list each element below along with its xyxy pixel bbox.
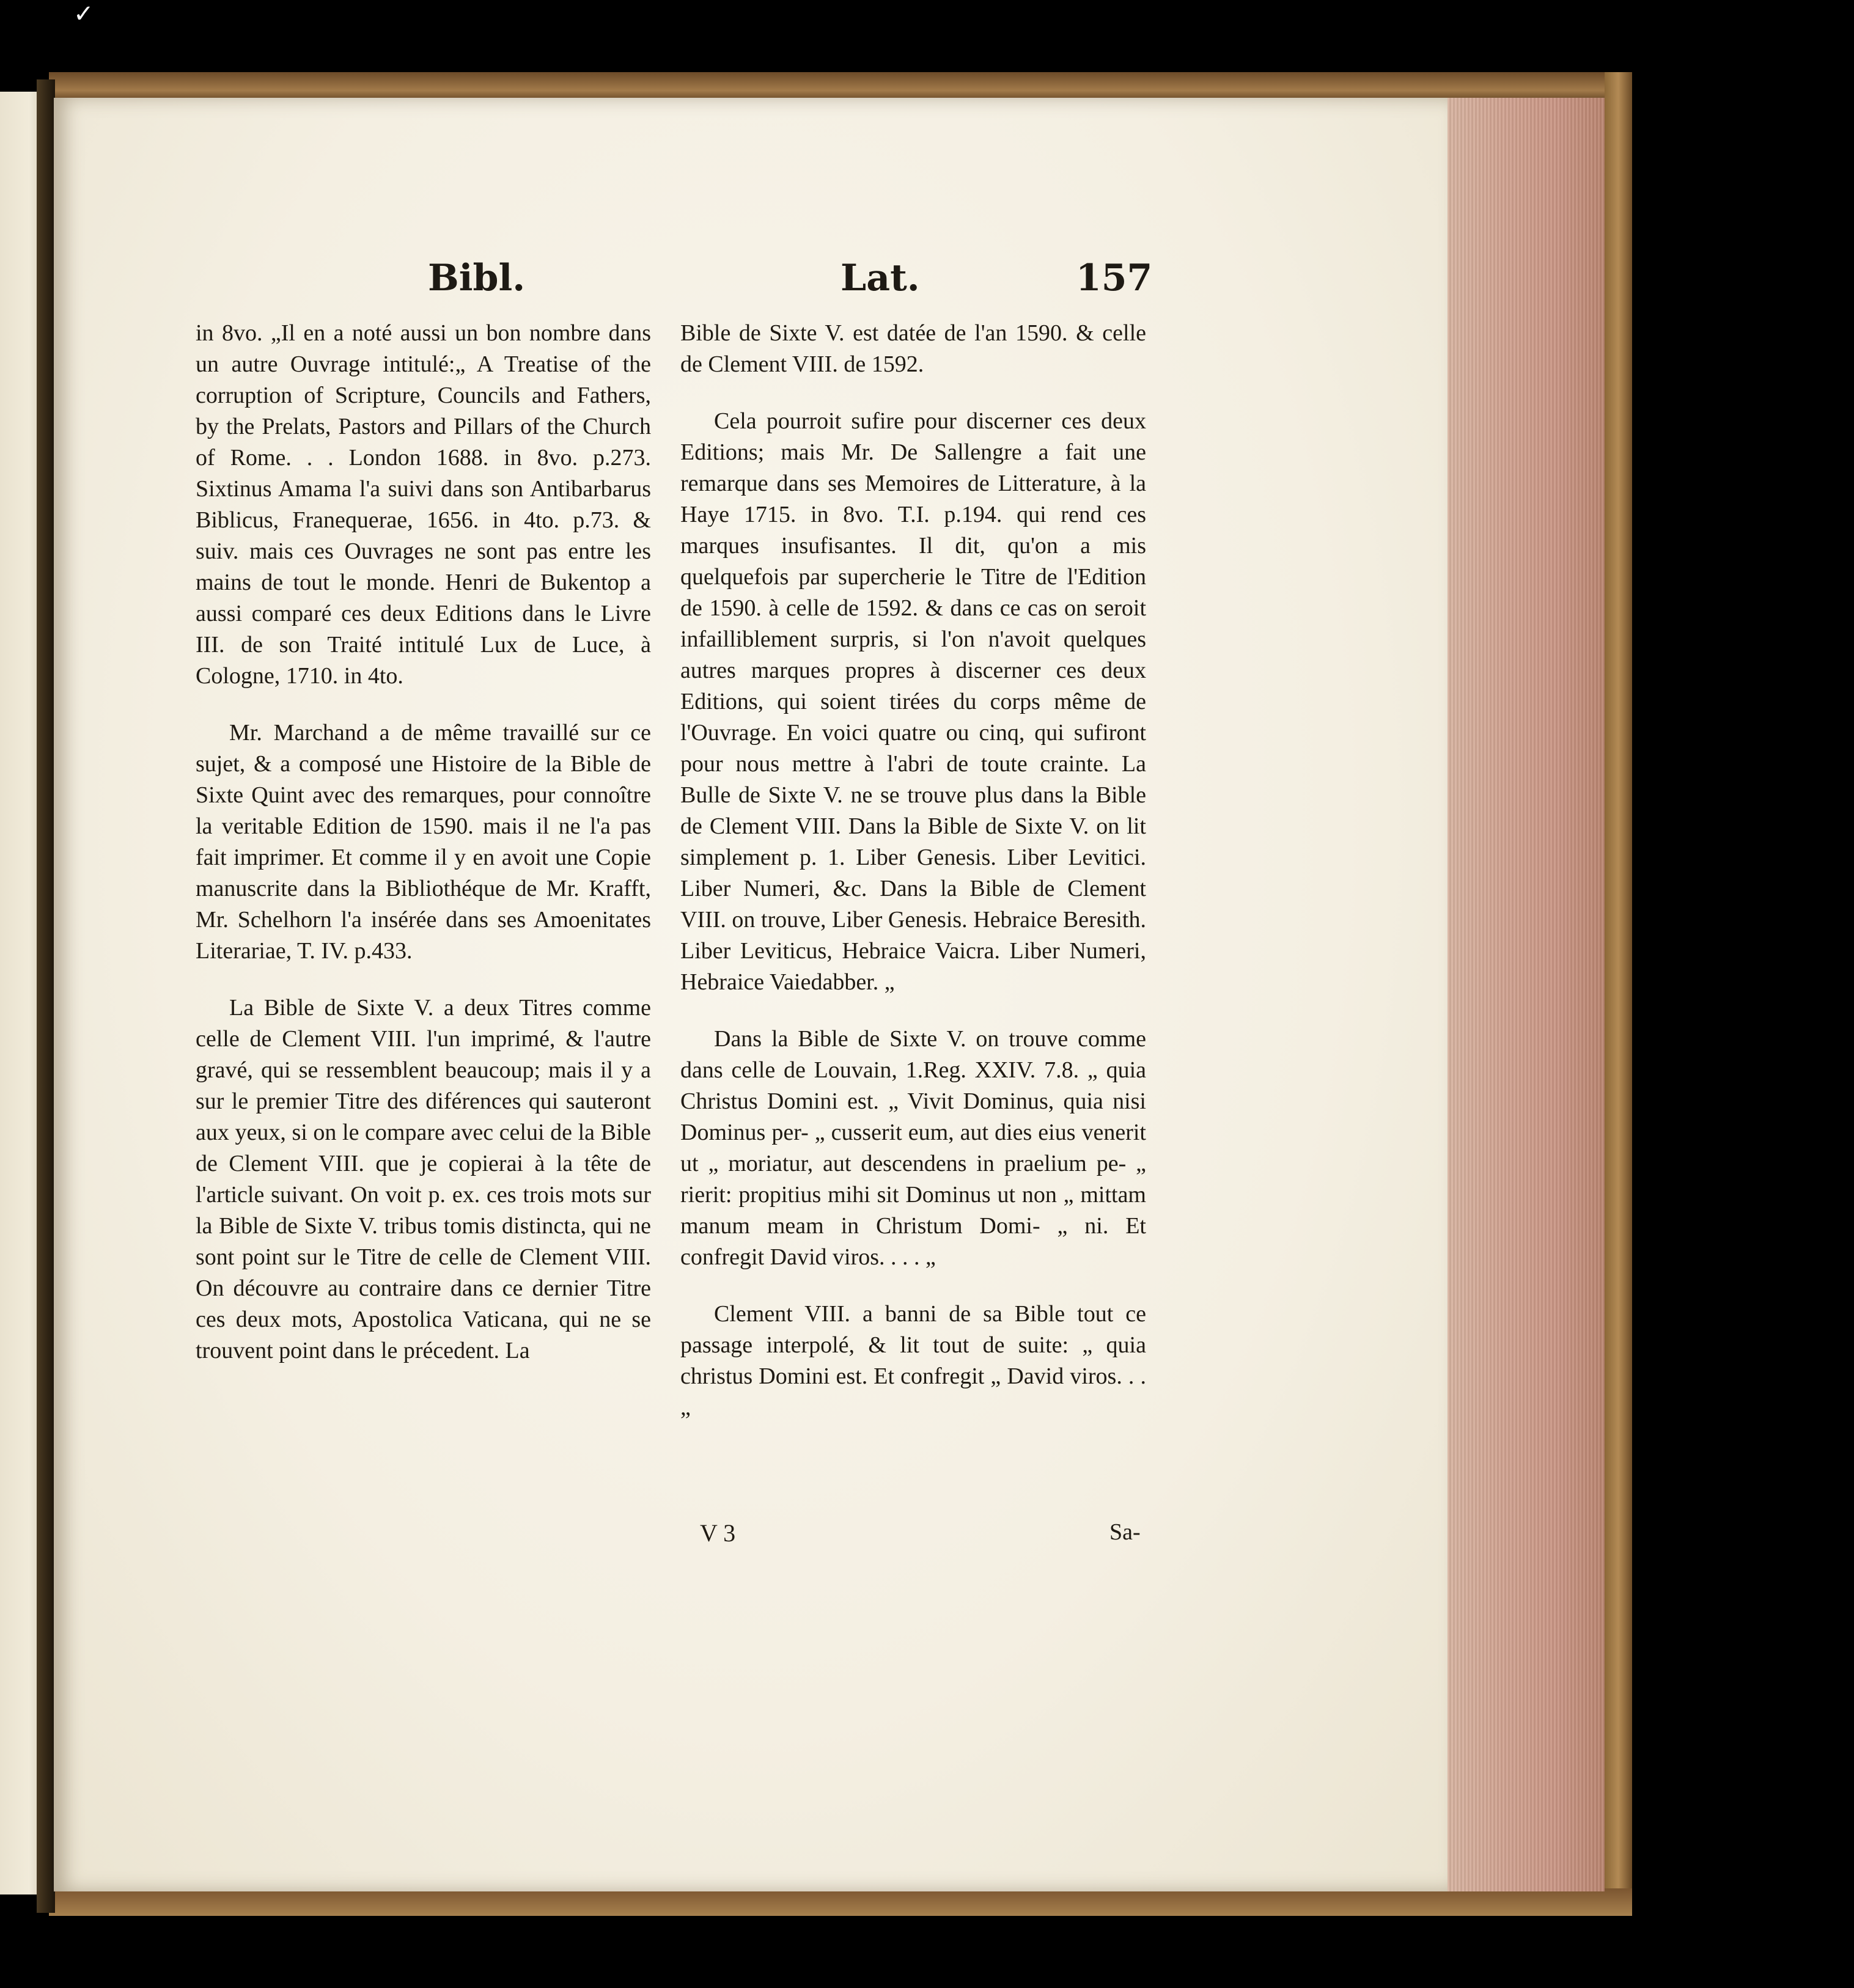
- running-head-left: Bibl.: [428, 257, 526, 299]
- paragraph: in 8vo. „Il en a noté aussi un bon nombre dans un autre Ouvrage intitulé:„ A Treatise of the corruption of Scripture, Councils and Fathers, by the Prelats, Pastors and Pillars of the Church of Rome. . . London 1688. in 8vo. p.273. Sixtinus Amama l'a suivi dans son Antibarbarus Biblicus, Franequerae, 1656. in 4to. p.73. & suiv. mais ces Ouvrages ne sont pas entre les mains de tout le monde. Henri de Bukentop a aussi comparé ces deux Editions dans le Livre III. de son Traité intitulé Lux de Luce, à Cologne, 1710. in 4to.: [196, 320, 651, 689]
- paragraph: Bible de Sixte V. est datée de l'an 1590. & celle de Clement VIII. de 1592.: [680, 320, 1146, 377]
- running-head-center: Lat.: [841, 257, 920, 299]
- corner-check-icon: ✓: [73, 0, 94, 28]
- catchword: Sa-: [1109, 1519, 1141, 1545]
- signature-mark: V 3: [700, 1519, 736, 1547]
- page-fore-edge: [1448, 98, 1605, 1891]
- paragraph: Clement VIII. a banni de sa Bible tout ce passage interpolé, & lit tout de suite: „ quia christus Domini est. Et confregit „ David viros. . . „: [680, 1301, 1146, 1420]
- paragraph: La Bible de Sixte V. a deux Titres comme celle de Clement VIII. l'un imprimé, & l'autre gravé, qui se ressemblent beaucoup; mais il y a sur le premier Titre des diférences qui sauteront aux yeux, si on le compare avec celui de la Bible de Clement VIII. que je copierai à la tête de l'article suivant. On voit p. ex. ces trois mots sur la Bible de Sixte V. tribus tomis distincta, qui ne sont point sur le Titre de celle de Clement VIII. On découvre au contraire dans ce dernier Titre ces deux mots, Apostolica Vaticana, qui ne se trouvent point dans le précedent. La: [196, 995, 651, 1363]
- page-number: 157: [1076, 257, 1153, 299]
- spine-gutter: [37, 79, 55, 1913]
- left-text-column: [196, 318, 651, 1392]
- paragraph: Cela pourroit sufire pour discerner ces deux Editions; mais Mr. De Sallengre a fait une remarque dans ses Memoires de Litterature, à la Haye 1715. in 8vo. T.I. p.194. qui rend ces marques insufisantes. Il dit, qu'on a mis quelquefois par supercherie le Titre de l'Edition de 1590. à celle de 1592. & dans ce cas on seroit infailliblement surpris, si l'on n'avoit quelques autres marques propres à discerner ces deux Editions, qui soient tirées du corps même de l'Ouvrage. En voici quatre ou cinq, qui sufiront pour nous mettre à l'abri de toute crainte. La Bulle de Sixte V. ne se trouve plus dans la Bible de Clement VIII. Dans la Bible de Sixte V. on lit simplement p. 1. Liber Genesis. Liber Levitici. Liber Numeri, &c. Dans la Bible de Clement VIII. on trouve, Liber Genesis. Hebraice Beresith. Liber Leviticus, Hebraice Vaicra. Liber Numeri, Hebraice Vaiedabber. „: [680, 408, 1146, 995]
- paragraph: Mr. Marchand a de même travaillé sur ce sujet, & a composé une Histoire de la Bible de Sixte Quint avec des remarques, pour connoître la veritable Edition de 1590. mais il ne l'a pas fait imprimer. Et comme il y en avoit une Copie manuscrite dans la Bibliothéque de Mr. Krafft, Mr. Schelhorn l'a insérée dans ses Amoenitates Literariae, T. IV. p.433.: [196, 720, 651, 964]
- book-cover-bottom: [49, 1888, 1632, 1916]
- book-cover-right: [1605, 72, 1632, 1915]
- paragraph: Dans la Bible de Sixte V. on trouve comme dans celle de Louvain, 1.Reg. XXIV. 7.8. „ quia Christus Domini est. „ Vivit Dominus, quia nisi Dominus per- „ cusserit eum, aut dies eius venerit ut „ moriatur, aut descendens in praelium pe- „ rierit: propitius mihi sit Dominus ut non „ mittam manum meam in Christum Domi- „ ni. Et confregit David viros. . . . „: [680, 1026, 1146, 1270]
- right-text-column: [680, 318, 1146, 1449]
